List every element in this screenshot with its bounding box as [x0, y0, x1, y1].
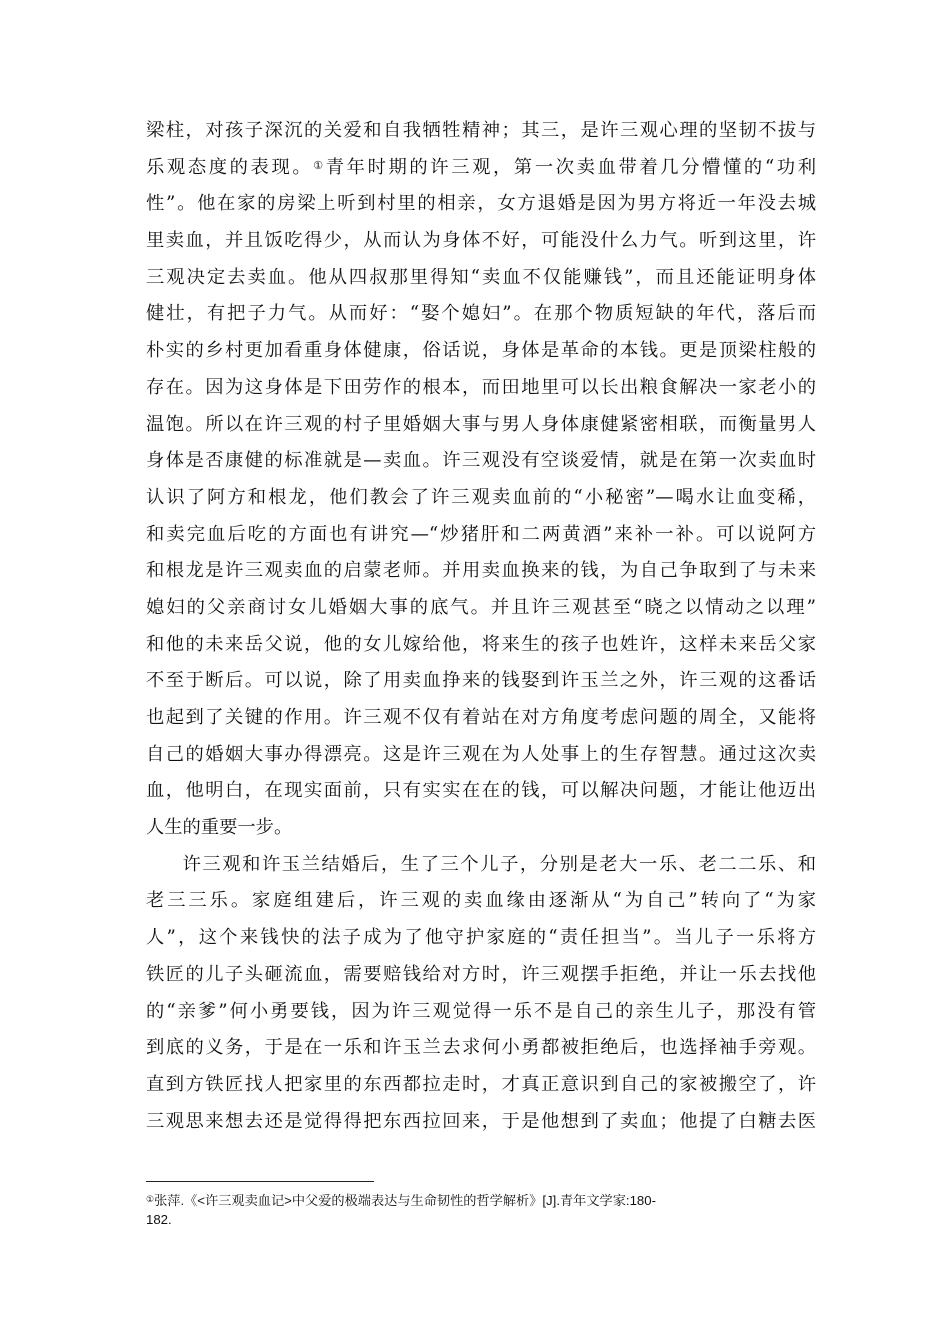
footnote-separator [146, 1181, 374, 1182]
text-line: 朴实的乡村更加看重身体健康，俗话说，身体是革命的本钱。更是顶梁柱般的 [146, 340, 816, 362]
text-line: 人生的重要一步。 [146, 817, 293, 839]
text-line: 铁匠的儿子头砸流血，需要赔钱给对方时，许三观摆手拒绝，并让一乐去找他 [146, 963, 816, 985]
footnote-reference[interactable]: ① [313, 158, 326, 172]
text-line: 梁柱，对孩子深沉的关爱和自我牺牲精神；其三，是许三观心理的坚韧不拔与 [146, 120, 816, 141]
footnote-text: 张萍.《<许三观卖血记>中父爱的极端表达与生命韧性的哲学解析》[J].青年文学家:180- [154, 1193, 656, 1208]
footnote [146, 1191, 816, 1229]
text-line: 不至于断后。可以说，除了用卖血挣来的钱娶到许玉兰之外，许三观的这番话 [146, 670, 816, 692]
text-line: 媳妇的父亲商讨女儿婚姻大事的底气。并且许三观甚至“晓之以情动之以理” [146, 596, 816, 618]
text-line: 三观思来想去还是觉得得把东西拉回来，于是他想到了卖血；他提了白糖去医 [146, 1110, 816, 1132]
text-line: 也起到了关键的作用。许三观不仅有着站在对方角度考虑问题的周全，又能将 [146, 707, 816, 728]
text-line: 自己的婚姻大事办得漂亮。这是许三观在为人处事上的生存智慧。通过这次卖 [146, 743, 816, 765]
text-line: 许三观和许玉兰结婚后，生了三个儿子，分别是老大一乐、老二二乐、和 [182, 853, 816, 875]
footnote-line [146, 1210, 816, 1229]
text-line: 和他的未来岳父说，他的女儿嫁给他，将来生的孩子也姓许，这样未来岳父家 [146, 633, 816, 655]
text-line: 直到方铁匠找人把家里的东西都拉走时，才真正意识到自己的家被搬空了，许 [146, 1073, 816, 1095]
text-line: 和卖完血后吃的方面也有讲究—“炒猪肝和二两黄酒”来补一补。可以说阿方 [146, 523, 816, 545]
text-line: 的“亲爹”何小勇要钱，因为许三观觉得一乐不是自己的亲生儿子，那没有管 [146, 1000, 816, 1022]
text-line: 健壮，有把子力气。从而好：“娶个媳妇”。在那个物质短缺的年代，落后而 [146, 303, 816, 325]
text-line: 存在。因为这身体是下田劳作的根本，而田地里可以长出粮食解决一家老小的 [146, 376, 816, 398]
text-line: 认识了阿方和根龙，他们教会了许三观卖血前的“小秘密”—喝水让血变稀， [146, 486, 816, 508]
main-text [146, 113, 816, 1140]
text-line: 老三三乐。家庭组建后，许三观的卖血缘由逐渐从“为自己”转向了“为家 [146, 890, 816, 912]
text-segment: 乐观态度的表现。 [146, 156, 314, 178]
text-line: 三观决定去卖血。他从四叔那里得知“卖血不仅能赚钱”，而且还能证明身体 [146, 266, 816, 288]
footnote-text-continued: 182. [146, 1212, 172, 1227]
footnote-mark: ① [146, 1194, 155, 1204]
text-line: 人”，这个来钱快的法子成为了他守护家庭的“责任担当”。当儿子一乐将方 [146, 927, 816, 949]
text-line: 温饱。所以在许三观的村子里婚姻大事与男人身体康健紧密相联，而衡量男人 [146, 413, 816, 435]
text-segment: 青年时期的许三观，第一次卖血带着几分懵懂的“功利 [325, 156, 816, 178]
text-line: 里卖血，并且饭吃得少，从而认为身体不好，可能没什么力气。听到这里，许 [146, 230, 816, 252]
paragraph-1 [146, 113, 816, 847]
footnote-line [146, 1191, 816, 1210]
text-line: 到底的义务，于是在一乐和许玉兰去求何小勇都被拒绝后，也选择袖手旁观。 [146, 1037, 816, 1059]
paragraph-2 [146, 847, 816, 1141]
text-line: 身体是否康健的标准就是—卖血。许三观没有空谈爱情，就是在第一次卖血时 [146, 450, 816, 472]
text-line: 血，他明白，在现实面前，只有实实在在的钱，可以解决问题，才能让他迈出 [146, 780, 816, 802]
text-line: 和根龙是许三观卖血的启蒙老师。并用卖血换来的钱，为自己争取到了与未来 [146, 560, 816, 582]
text-line: 性”。他在家的房梁上听到村里的相亲，女方退婚是因为男方将近一年没去城 [146, 193, 816, 215]
text-line [146, 150, 816, 187]
